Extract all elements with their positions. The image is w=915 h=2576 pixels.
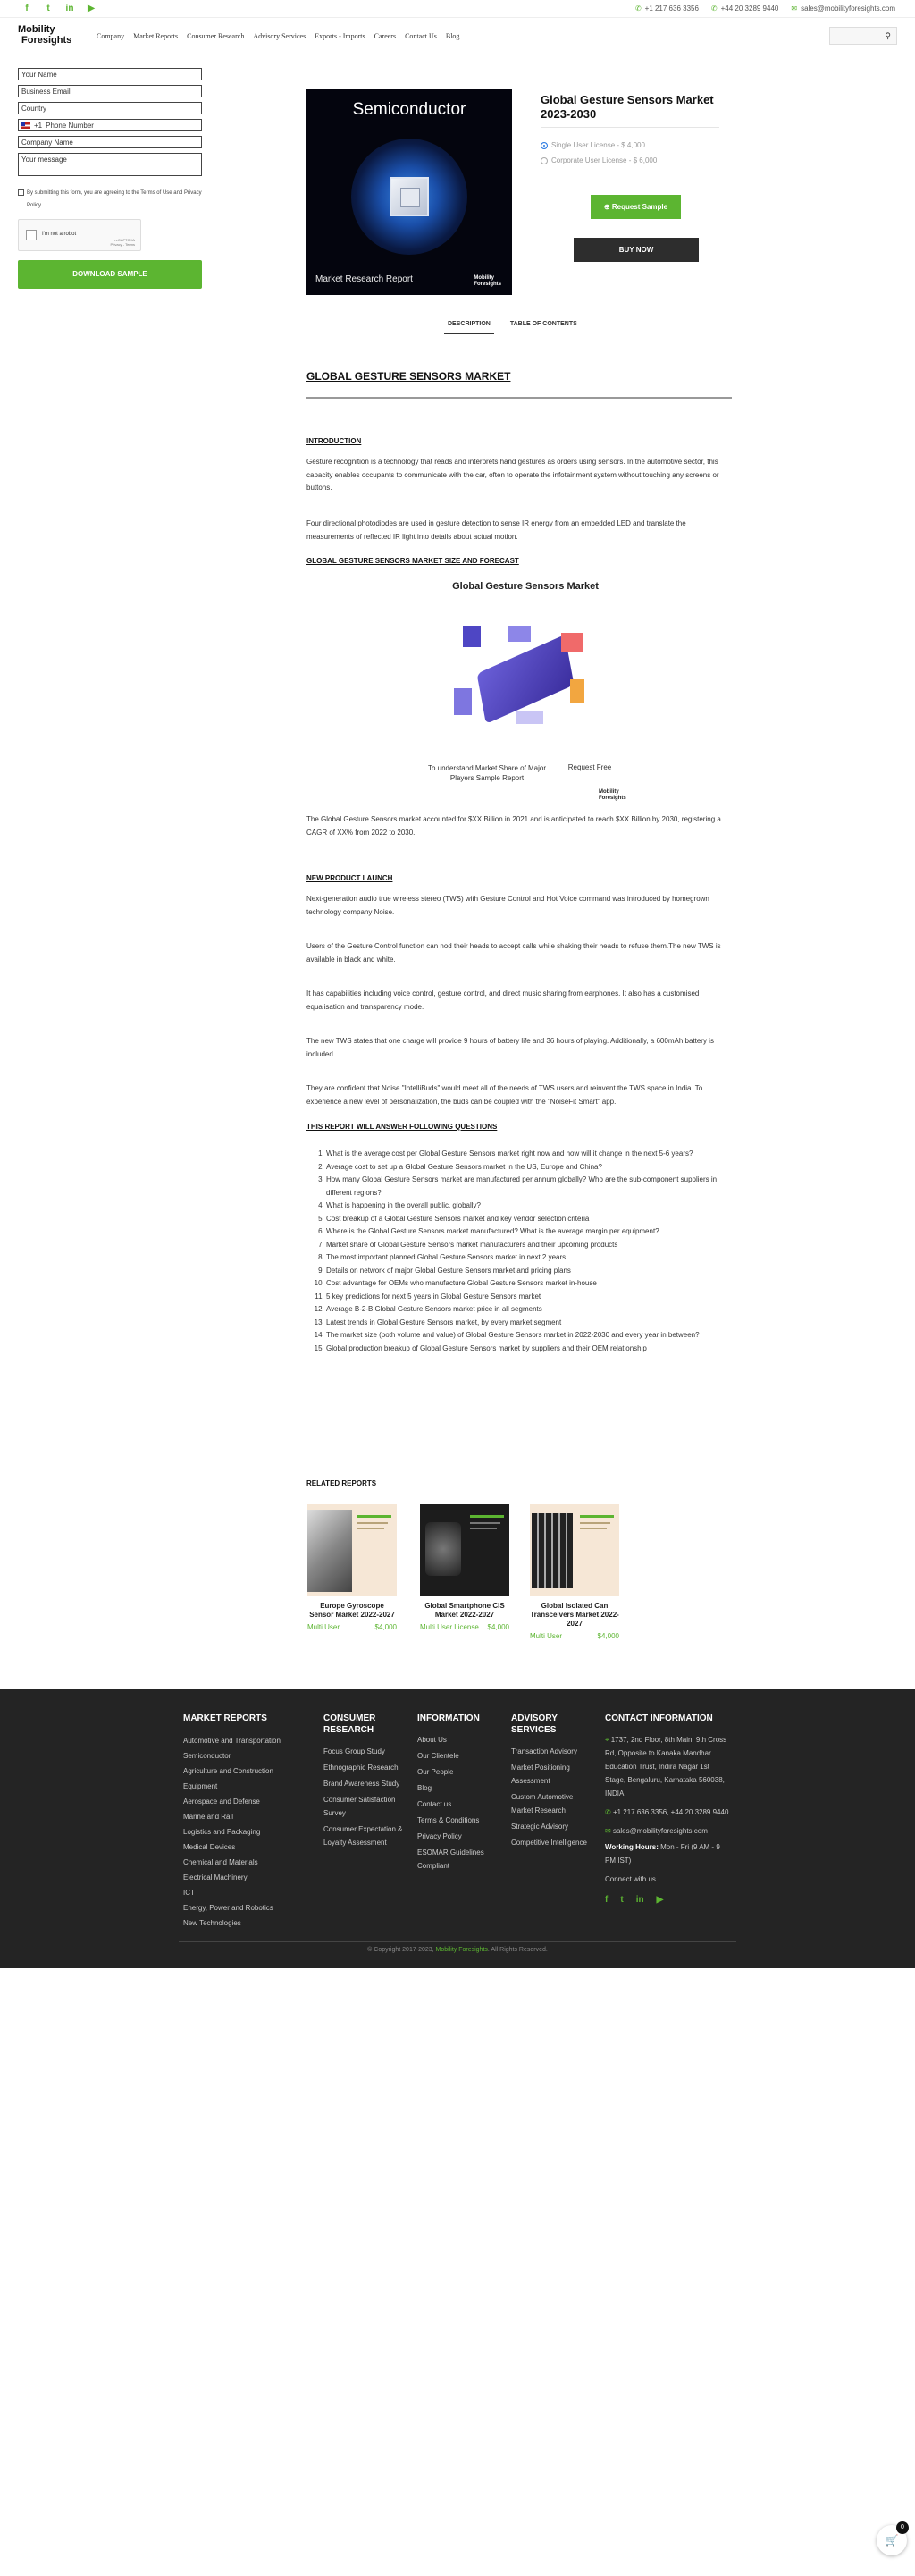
- infographic-logo: Mobility Foresights: [599, 789, 626, 801]
- related-report-title[interactable]: Europe Gyroscope Sensor Market 2022-2027: [309, 1602, 395, 1619]
- phone-placeholder: Phone Number: [46, 121, 94, 130]
- related-report-price: $4,000: [487, 1623, 509, 1631]
- list-item: 2. Average cost to set up a Global Gesture Sensors market in the US, Europe and China?: [326, 1161, 739, 1174]
- list-item: 6. Where is the Global Gesture Sensors market manufactured? What is the average margin per equipment?: [326, 1225, 739, 1239]
- footer-link[interactable]: Competitive Intelligence: [511, 1839, 587, 1847]
- tab-table-of-contents[interactable]: TABLE OF CONTENTS: [509, 321, 577, 327]
- intro-heading: INTRODUCTION: [306, 437, 362, 445]
- related-report-thumbnail[interactable]: [530, 1504, 619, 1596]
- footer-link[interactable]: About Us: [417, 1736, 447, 1744]
- list-item: 14. The market size (both volume and value) of Global Gesture Sensors market in 2022-2030 and every year in between?: [326, 1329, 739, 1343]
- consent-checkbox[interactable]: [18, 189, 24, 196]
- footer-link[interactable]: Brand Awareness Study: [323, 1780, 400, 1788]
- footer-link[interactable]: Semiconductor: [183, 1752, 231, 1760]
- youtube-icon[interactable]: ▶: [88, 4, 95, 13]
- search-input[interactable]: [829, 27, 897, 45]
- launch-paragraph-3: It has capabilities including voice control, gesture control, and direct music sharing from earphones. It also has a customised equalisation and transparency mode.: [306, 989, 700, 1011]
- footer-link[interactable]: Strategic Advisory: [511, 1823, 569, 1831]
- related-report-price-row: [530, 1632, 619, 1641]
- nav-advisory-services[interactable]: Advisory Services: [253, 32, 306, 40]
- footer-link[interactable]: Custom Automotive Market Research: [511, 1793, 574, 1814]
- twitter-icon[interactable]: t: [46, 4, 50, 13]
- divider: [541, 127, 719, 128]
- footer-link[interactable]: Automotive and Transportation: [183, 1737, 281, 1745]
- footer-link[interactable]: Consumer Satisfaction Survey: [323, 1796, 396, 1817]
- consent-text: By submitting this form, you are agreeing to the Terms of Use and Privacy Policy: [27, 190, 202, 208]
- size-heading: GLOBAL GESTURE SENSORS MARKET SIZE AND FORECAST: [306, 557, 519, 565]
- us-flag-icon[interactable]: [21, 122, 30, 129]
- cover-title: Semiconductor: [352, 100, 466, 119]
- footer-link[interactable]: Focus Group Study: [323, 1747, 385, 1755]
- infographic-caption: To understand Market Share of Major Players Sample Report: [427, 764, 547, 782]
- list-item: 7. Market share of Global Gesture Sensors market manufacturers and their upcoming products: [326, 1239, 739, 1252]
- top-bar: [0, 0, 915, 18]
- cart-icon: 🛒: [885, 2534, 899, 2547]
- chip-icon: [390, 177, 429, 216]
- linkedin-icon[interactable]: in: [635, 1895, 644, 1905]
- top-phone-us[interactable]: ✆ +1 217 636 3356: [634, 4, 699, 13]
- cart-count-badge: 0: [896, 2521, 909, 2534]
- infographic-illustration: [454, 626, 597, 733]
- top-email[interactable]: ✉ sales@mobilityforesights.com: [791, 4, 895, 13]
- facebook-icon[interactable]: f: [605, 1895, 609, 1905]
- footer-link[interactable]: Ethnographic Research: [323, 1764, 399, 1772]
- youtube-icon[interactable]: ▶: [656, 1895, 664, 1905]
- related-report-license: Multi User License: [420, 1623, 479, 1631]
- tab-description[interactable]: DESCRIPTION: [444, 319, 494, 334]
- list-item: 4. What is happening in the overall public, globally?: [326, 1200, 739, 1213]
- footer-divider: [179, 1941, 736, 1942]
- list-item: 11. 5 key predictions for next 5 years in Global Gesture Sensors market: [326, 1291, 739, 1304]
- footer-information: [417, 1713, 498, 1875]
- intro-paragraph-1: Gesture recognition is a technology that reads and interprets hand gestures as orders using sensors. In the automotive sector, this capacity enables occupants to communicate with the car, often to operate the infotainment system without touching any screens or buttons.: [306, 458, 719, 492]
- recaptcha-brand: reCAPTCHA Privacy - Terms: [110, 238, 135, 247]
- footer-link[interactable]: Marine and Rail: [183, 1813, 234, 1821]
- nav-market-reports[interactable]: Market Reports: [133, 32, 179, 40]
- product-title: Global Gesture Sensors Market 2023-2030: [541, 93, 714, 121]
- buy-now-button[interactable]: BUY NOW: [574, 238, 699, 262]
- questions-heading: THIS REPORT WILL ANSWER FOLLOWING QUESTIONS: [306, 1123, 498, 1131]
- footer-social-links: [605, 1895, 730, 1905]
- location-icon: ⌖: [605, 1736, 611, 1744]
- mail-icon: ✉: [605, 1827, 613, 1835]
- footer-heading: CONTACT INFORMATION: [605, 1713, 713, 1723]
- nav-exports-imports[interactable]: Exports - Imports: [315, 32, 365, 40]
- nav-company[interactable]: Company: [97, 32, 125, 40]
- top-contact: [635, 4, 895, 13]
- list-item: 3. How many Global Gesture Sensors market are manufactured per annum globally? Who are the sub-component suppliers in different regions?: [326, 1174, 739, 1200]
- cover-caption: Market Research Report: [315, 274, 413, 284]
- related-report-license: Multi User: [530, 1632, 563, 1640]
- footer-heading: INFORMATION: [417, 1713, 480, 1723]
- list-item: 8. The most important planned Global Gesture Sensors market in next 2 years: [326, 1251, 739, 1265]
- nav-contact-us[interactable]: Contact Us: [405, 32, 437, 40]
- recaptcha-label: I'm not a robot: [42, 232, 77, 237]
- article-divider: [306, 397, 732, 399]
- site-footer: [0, 1689, 915, 1968]
- footer-link[interactable]: Market Positioning Assessment: [511, 1764, 570, 1785]
- phone-icon: ✆: [634, 4, 642, 13]
- footer-link[interactable]: Blog: [417, 1784, 432, 1792]
- footer-phone[interactable]: ✆ +1 217 636 3356, +44 20 3289 9440: [605, 1808, 729, 1816]
- consent-row: [18, 187, 202, 212]
- request-sample-button[interactable]: ⊕ Request Sample: [591, 195, 681, 219]
- list-item: 12. Average B-2-B Global Gesture Sensors market price in all segments: [326, 1303, 739, 1317]
- related-report-price-row: [420, 1623, 509, 1632]
- related-report-title[interactable]: Global Isolated Can Transceivers Market 2022-2027: [530, 1602, 619, 1628]
- related-report-card[interactable]: [530, 1504, 619, 1641]
- infographic-title: Global Gesture Sensors Market: [452, 581, 599, 592]
- footer-link[interactable]: Energy, Power and Robotics: [183, 1904, 273, 1912]
- footer-advisory: [511, 1713, 588, 1852]
- launch-paragraph-1: Next-generation audio true wireless stereo (TWS) with Gesture Control and Hot Voice command was introduced by homegrown technology company Noise.: [306, 895, 709, 916]
- license-corporate-radio[interactable]: [541, 157, 548, 164]
- license-corporate[interactable]: Corporate User License - $ 6,000: [541, 156, 657, 164]
- footer-link[interactable]: Chemical and Materials: [183, 1858, 258, 1866]
- recaptcha-widget: [18, 219, 141, 251]
- footer-link[interactable]: Contact us: [417, 1800, 452, 1808]
- email-field[interactable]: Business Email: [18, 85, 202, 97]
- list-item: 1. What is the average cost per Global Gesture Sensors market right now and how will it change in the next 5-6 years?: [326, 1148, 739, 1161]
- list-item: 13. Latest trends in Global Gesture Sensors market, by every market segment: [326, 1317, 739, 1330]
- footer-link[interactable]: Terms & Conditions: [417, 1816, 480, 1824]
- footer-contact: [605, 1713, 730, 1905]
- footer-heading: ADVISORY SERVICES: [511, 1713, 558, 1735]
- company-field[interactable]: Company Name: [18, 136, 202, 148]
- launch-paragraph-5: They are confident that Noise "IntelliBuds" would meet all of the needs of TWS users and reinvent the TWS space in India. To experience a new level of personalization, the buds can be coupled with the "NoiseFit Smart" app.: [306, 1084, 703, 1106]
- nav-consumer-research[interactable]: Consumer Research: [187, 32, 245, 40]
- recaptcha-checkbox[interactable]: [26, 230, 37, 240]
- related-report-card[interactable]: [420, 1504, 509, 1632]
- cover-chip-graphic: [351, 139, 467, 255]
- footer-heading: MARKET REPORTS: [183, 1713, 267, 1723]
- country-field[interactable]: Country: [18, 102, 202, 114]
- footer-link[interactable]: Transaction Advisory: [511, 1747, 577, 1755]
- footer-link[interactable]: Consumer Expectation & Loyalty Assessment: [323, 1825, 403, 1847]
- copyright: © Copyright 2017-2023, Mobility Foresights. All Rights Reserved.: [367, 1947, 548, 1953]
- twitter-icon[interactable]: t: [620, 1895, 624, 1905]
- footer-link[interactable]: Our Clientele: [417, 1752, 459, 1760]
- launch-paragraph-4: The new TWS states that one charge will provide 9 hours of battery life and 36 hours of playing. Additionally, a 600mAh battery is included.: [306, 1037, 714, 1058]
- footer-link[interactable]: Agriculture and Construction Equipment: [183, 1767, 273, 1790]
- license-single-radio[interactable]: [541, 142, 548, 149]
- phone-icon: ✆: [710, 4, 718, 13]
- nav-careers[interactable]: Careers: [374, 32, 397, 40]
- top-phone-uk[interactable]: ✆ +44 20 3289 9440: [710, 4, 779, 13]
- footer-link[interactable]: Our People: [417, 1768, 454, 1776]
- list-item: 10. Cost advantage for OEMs who manufacture Global Gesture Sensors market in-house: [326, 1277, 739, 1291]
- name-field[interactable]: Your Name: [18, 68, 202, 80]
- related-report-price: $4,000: [374, 1623, 397, 1631]
- related-report-price: $4,000: [597, 1632, 619, 1640]
- report-tabs: [444, 319, 581, 334]
- logo[interactable]: Mobility Foresights: [18, 24, 72, 46]
- launch-heading: NEW PRODUCT LAUNCH: [306, 874, 393, 882]
- facebook-icon[interactable]: f: [25, 4, 29, 13]
- list-item: 5. Cost breakup of a Global Gesture Sensors market and key vendor selection criteria: [326, 1213, 739, 1226]
- related-report-thumbnail[interactable]: [420, 1504, 509, 1596]
- intro-paragraph-2: Four directional photodiodes are used in gesture detection to sense IR energy from an embedded LED and translate the measurements of reflected IR light into details about actual motion.: [306, 519, 686, 541]
- related-report-title[interactable]: Global Smartphone CIS Market 2022-2027: [424, 1602, 505, 1619]
- main-nav: [0, 18, 915, 54]
- phone-country-code[interactable]: +1: [34, 121, 43, 130]
- copyright-brand-link[interactable]: Mobility Foresights: [435, 1947, 488, 1953]
- footer-heading: CONSUMER RESEARCH: [323, 1713, 376, 1735]
- nav-menu: [97, 32, 459, 40]
- market-infographic: [420, 581, 631, 801]
- footer-address: ⌖ 1737, 2nd Floor, 8th Main, 9th Cross Rd, Opposite to Kanaka Mandhar Education Trust, Indira Nagar 1st Stage, Bengaluru, Karnataka 560038, INDIA: [605, 1736, 727, 1797]
- related-reports-heading: RELATED REPORTS: [306, 1479, 377, 1487]
- license-single[interactable]: Single User License - $ 4,000: [541, 141, 645, 149]
- related-report-license: Multi User: [307, 1623, 340, 1631]
- footer-email[interactable]: ✉ sales@mobilityforesights.com: [605, 1827, 708, 1835]
- infographic-request-link[interactable]: Request Free: [567, 763, 612, 771]
- phone-icon: ✆: [605, 1808, 613, 1816]
- related-report-card[interactable]: [307, 1504, 397, 1632]
- related-report-price-row: [307, 1623, 397, 1632]
- cart-button[interactable]: [877, 2525, 907, 2555]
- footer-link[interactable]: Privacy Policy: [417, 1832, 462, 1840]
- footer-link[interactable]: Aerospace and Defense: [183, 1797, 260, 1806]
- list-item: 9. Details on network of major Global Gesture Sensors market and pricing plans: [326, 1265, 739, 1278]
- list-item: 15. Global production breakup of Global Gesture Sensors market by suppliers and their OEM relationship: [326, 1343, 739, 1356]
- cover-logo: Mobility Foresights: [474, 275, 501, 287]
- questions-list: [319, 1148, 739, 1355]
- footer-consumer-research: [323, 1713, 406, 1852]
- download-sample-button[interactable]: DOWNLOAD SAMPLE: [18, 260, 202, 289]
- article-title-block: [306, 370, 732, 383]
- linkedin-icon[interactable]: in: [65, 4, 74, 13]
- footer-connect: Connect with us: [605, 1875, 656, 1883]
- footer-link[interactable]: ESOMAR Guidelines Compliant: [417, 1848, 484, 1870]
- article-main-heading: GLOBAL GESTURE SENSORS MARKET: [306, 370, 511, 383]
- footer-hours: Working Hours: Mon - Fri (9 AM - 9 PM IST): [605, 1843, 720, 1865]
- search-icon[interactable]: ⚲: [885, 31, 891, 40]
- footer-link[interactable]: New Technologies: [183, 1919, 241, 1927]
- launch-paragraph-2: Users of the Gesture Control function can nod their heads to accept calls while shaking their heads to refuse them.The new TWS is available in black and white.: [306, 942, 721, 964]
- footer-link[interactable]: Logistics and Packaging: [183, 1828, 261, 1836]
- report-cover-image: [306, 89, 512, 295]
- footer-market-reports: [183, 1713, 295, 1931]
- social-links: [21, 4, 97, 13]
- nav-blog[interactable]: Blog: [445, 32, 460, 40]
- related-report-thumbnail[interactable]: [307, 1504, 397, 1596]
- footer-link[interactable]: ICT: [183, 1889, 195, 1897]
- sample-request-form: [18, 68, 202, 289]
- footer-link[interactable]: Electrical Machinery: [183, 1873, 248, 1881]
- message-field[interactable]: Your message: [18, 153, 202, 176]
- footer-link[interactable]: Medical Devices: [183, 1843, 236, 1851]
- size-paragraph: The Global Gesture Sensors market accounted for $XX Billion in 2021 and is anticipated to reach $XX Billion by 2030, registering a CAGR of XX% from 2022 to 2030.: [306, 815, 721, 837]
- mail-icon: ✉: [791, 4, 798, 13]
- phone-field[interactable]: [18, 119, 202, 131]
